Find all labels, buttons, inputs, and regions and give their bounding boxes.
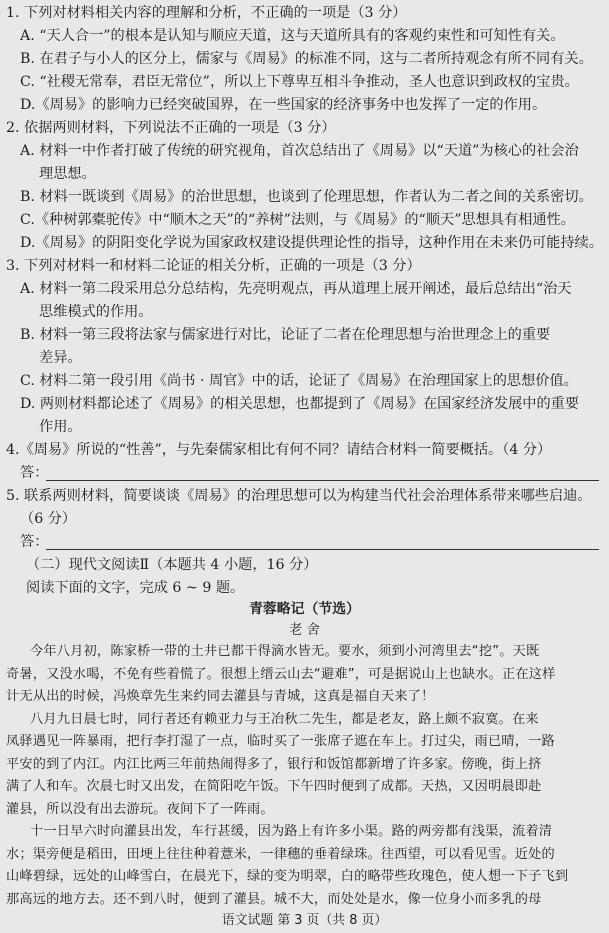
article-line: 计无从出的时候，冯焕章先生来约同去灌县与青城，这真是福自天来了！	[6, 689, 435, 704]
article-line-hidden: 那高远的地方去。还不到八时，便到了灌县。城不大，而处处是水，像一位身小而多乳的母	[6, 891, 542, 907]
article-title: 青蓉略记（节选）	[249, 601, 360, 617]
question-2-option-b: B. 材料一既谈到《周易》的治世思想，也谈到了伦理思想，作者认为二者之间的关系密切。	[20, 189, 593, 205]
article-line: 平安的到了内江。内江比两三年前热闹得多了，银行和饭馆都新增了许多家。傍晚，街上挤	[6, 756, 542, 772]
section-instruction: 阅读下面的文字，完成 6 ~ 9 题。	[26, 580, 245, 596]
question-4-answer-line	[46, 480, 599, 481]
article-line: 十一日早六时向灌县出发，车行甚缓，因为路上有许多小渠。路的两旁都有浅渠，流着清	[30, 824, 553, 839]
question-2-option-d: D.《周易》的阴阳变化学说为国家政权建设提供理论性的指导，这种作用在未来仍可能持续。	[20, 235, 603, 251]
question-3-option-b-cont: 差异。	[39, 350, 82, 366]
question-4-stem: 4.《周易》所说的“性善”，与先秦儒家相比有何不同？请结合材料一简要概括。（4 分）	[6, 442, 552, 458]
question-5-answer-line	[46, 549, 599, 550]
article-line: 山峰碧绿，远处的山峰雪白，在晨光下，绿的变为明翠，白的略带些玫瑰色，使人想一下子飞到	[6, 869, 569, 884]
article-line: 凤驿遇见一阵暴雨，把行李打湿了一点，临时买了一张席子遮在车上。打过尖，雨已晴，一路	[6, 734, 555, 749]
question-3-option-d: D. 两则材料都论述了《周易》的相关思想，也都提到了《周易》在国家经济发展中的重要	[20, 396, 580, 412]
article-line: 八月九日晨七时，同行者还有赖亚力与王冶秋二先生，都是老友，路上颇不寂寞。在来	[30, 711, 539, 727]
question-2-option-c: C.《种树郭橐驼传》中“顺木之天”的“养树”法则，与《周易》的“顺天”思想具有相通性。	[20, 212, 575, 228]
article-line: 奇暑，又没水喝，不免有些着慌了。很想上缙云山去“避难”，可是据说山上也缺水。正在这样	[6, 666, 556, 682]
question-5-stem-cont: （6 分）	[20, 511, 77, 527]
page-footer: 语文试题 第 3 页（共 8 页）	[221, 913, 388, 928]
section-heading: （二）现代文阅读Ⅱ（本题共 4 小题，16 分）	[26, 557, 318, 573]
question-5-stem: 5. 联系两则材料，简要谈谈《周易》的治理思想可以为构建当代社会治理体系带来哪些启迪。	[6, 488, 592, 504]
question-2-option-a: A. 材料一中作者打破了传统的研究视角，首次总结出了《周易》以“天道”为核心的社会治	[20, 143, 579, 159]
question-1-option-c: C. “社稷无常奉，君臣无常位”，所以上下尊卑互相斗争推动，圣人也意识到政权的宝贵。	[20, 74, 579, 90]
question-3-option-c: C. 材料二第一段引用《尚书 · 周官》中的话，论证了《周易》在治理国家上的思想价值。	[20, 373, 578, 389]
question-2-stem: 2. 依据两则材料，下列说法不正确的一项是（3 分）	[6, 120, 336, 136]
question-4-answer-label: 答：	[20, 465, 49, 481]
article-line: 满了人和车。次晨七时又出发，在简阳吃午饭。下午四时便到了成都。天热，又因明晨即赴	[6, 779, 542, 794]
question-3-option-b: B. 材料一第三段将法家与儒家进行对比，论证了二者在伦理思想与治世理念上的重要	[20, 327, 551, 343]
question-3-stem: 3. 下列对材料一和材料二论证的相关分析，正确的一项是（3 分）	[6, 258, 421, 274]
article-author: 老 舍	[289, 623, 320, 638]
article-line: 今年八月初，陈家桥一带的土井已都干得滴水皆无。要水，须到小河湾里去“挖”。天既	[30, 644, 540, 659]
article-line: 灌县，所以没有出去游玩。夜间下了一阵雨。	[6, 801, 274, 817]
question-3-option-a: A. 材料一第二段采用总分总结构，先亮明观点，再从道理上展开阐述，最后总结出“治天	[20, 281, 572, 297]
question-2-option-a-cont: 理思想。	[39, 166, 96, 182]
question-3-option-a-cont: 思维模式的作用。	[39, 304, 153, 320]
question-1-stem: 1. 下列对材料相关内容的理解和分析，不正确的一项是（3 分）	[6, 5, 407, 21]
question-1-option-d: D.《周易》的影响力已经突破国界，在一些国家的经济事务中也发挥了一定的作用。	[20, 97, 547, 113]
question-5-answer-label: 答：	[20, 534, 49, 550]
question-1-option-b: B. 在君子与小人的区分上，儒家与《周易》的标准不同，这与二者所持观念有所不同有关。	[20, 51, 593, 67]
question-1-option-a: A. “天人合一”的根本是认知与顺应天道，这与天道所具有的客观约束性和可知性有关。	[20, 28, 565, 44]
question-3-option-d-cont: 作用。	[39, 419, 82, 435]
article-line: 水；渠旁便是稻田，田埂上往往种着薏米，一律穗的垂着绿珠。往西望，可以看见雪。近处的	[6, 846, 555, 862]
